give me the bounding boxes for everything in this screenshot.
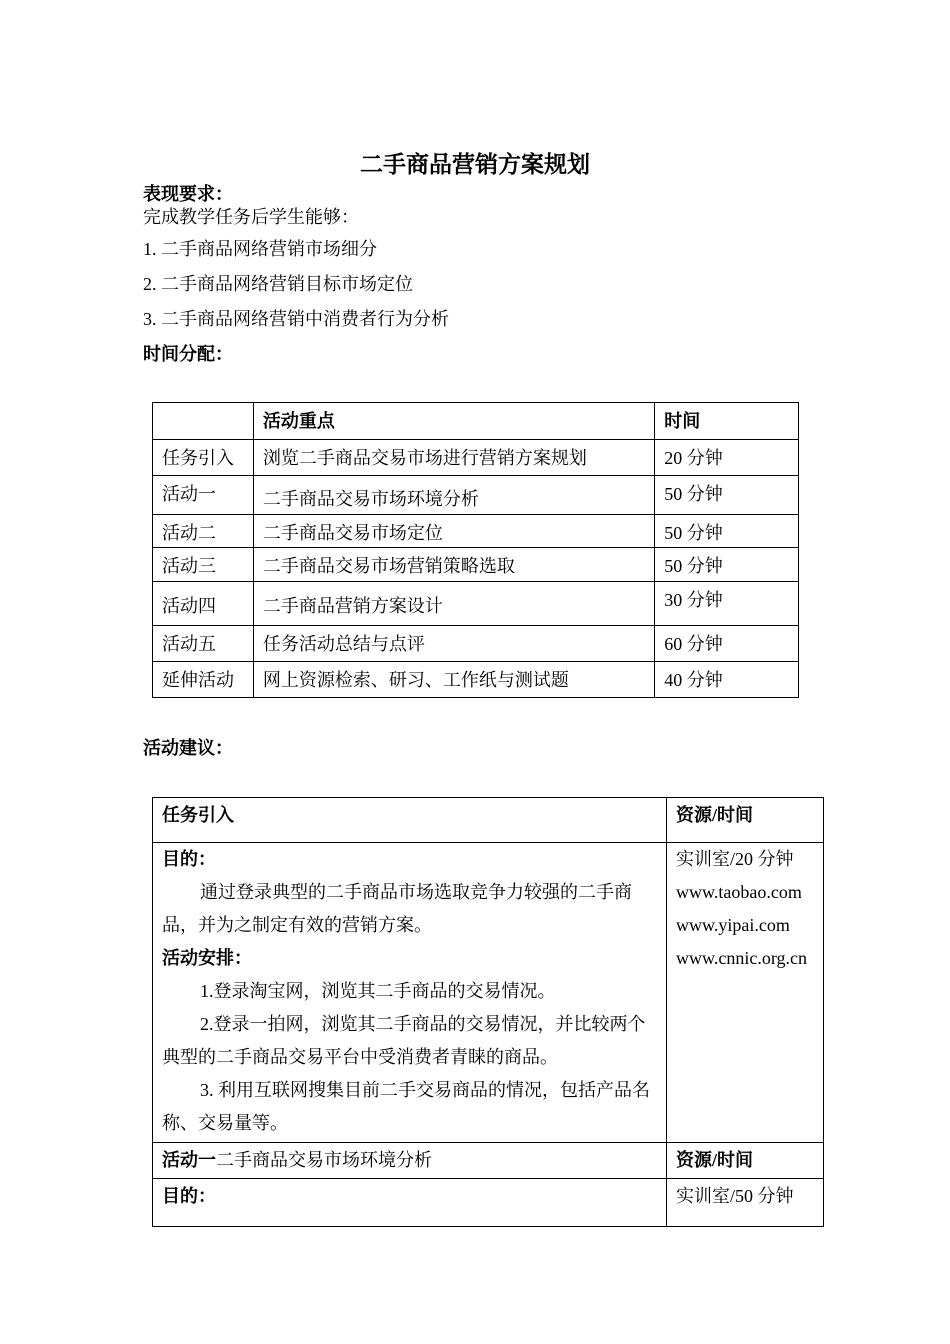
requirement-item: 2. 二手商品网络营销目标市场定位 bbox=[143, 274, 413, 294]
table-cell: 任务引入 bbox=[153, 440, 254, 476]
table-cell: 活动三 bbox=[153, 548, 254, 582]
table-row bbox=[153, 626, 799, 662]
table-cell: 活动四 bbox=[153, 582, 254, 626]
step-item: 2.登录一拍网，浏览其二手商品的交易情况，并比较两个典型的二手商品交易平台中受消费者青睐的商品。 bbox=[162, 1014, 646, 1067]
table-cell: 30 分钟 bbox=[655, 582, 799, 626]
table-header-cell: 活动重点 bbox=[253, 403, 654, 440]
table-cell: 二手商品营销方案设计 bbox=[253, 582, 654, 626]
table-cell: 活动一 bbox=[153, 476, 254, 515]
page-title: 二手商品营销方案规划 bbox=[360, 152, 590, 177]
requirements-intro: 完成教学任务后学生能够： bbox=[143, 207, 359, 227]
table-row bbox=[153, 515, 799, 548]
table-cell: 50 分钟 bbox=[655, 515, 799, 548]
table-cell: 活动二 bbox=[153, 515, 254, 548]
resource-link: www.taobao.com bbox=[676, 882, 802, 902]
table-row bbox=[153, 1179, 824, 1227]
table-row bbox=[153, 440, 799, 476]
table-cell: 60 分钟 bbox=[655, 626, 799, 662]
time-allocation-table bbox=[152, 402, 799, 698]
arrangement-label: 活动安排： bbox=[162, 948, 252, 968]
goal-label: 目的： bbox=[162, 849, 216, 869]
resource-list bbox=[667, 843, 824, 1143]
table-header-row bbox=[153, 403, 799, 440]
table-cell: 延伸活动 bbox=[153, 662, 254, 698]
step-item: 1.登录淘宝网，浏览其二手商品的交易情况。 bbox=[200, 981, 556, 1001]
resource-link: www.cnnic.org.cn bbox=[676, 948, 807, 968]
table-header-cell: 时间 bbox=[655, 403, 799, 440]
table-cell: 20 分钟 bbox=[655, 440, 799, 476]
goal-label: 目的： bbox=[153, 1179, 667, 1227]
table-row bbox=[153, 798, 824, 843]
table-row bbox=[153, 548, 799, 582]
table-header-cell bbox=[153, 403, 254, 440]
table-cell: 二手商品交易市场定位 bbox=[253, 515, 654, 548]
table-cell: 任务活动总结与点评 bbox=[253, 626, 654, 662]
requirement-item: 3. 二手商品网络营销中消费者行为分析 bbox=[143, 309, 449, 329]
table-cell: 网上资源检索、研习、工作纸与测试题 bbox=[253, 662, 654, 698]
requirements-heading: 表现要求： bbox=[143, 184, 233, 204]
time-allocation-heading: 时间分配： bbox=[143, 344, 233, 364]
table-cell: 活动五 bbox=[153, 626, 254, 662]
step-item: 3. 利用互联网搜集目前二手交易商品的情况，包括产品名称、交易量等。 bbox=[162, 1080, 650, 1133]
resource-time-header: 资源/时间 bbox=[667, 798, 824, 843]
requirement-item: 1. 二手商品网络营销市场细分 bbox=[143, 239, 377, 259]
table-row bbox=[153, 843, 824, 1143]
resource-item: 实训室/50 分钟 bbox=[667, 1179, 824, 1227]
table-cell: 50 分钟 bbox=[655, 548, 799, 582]
task-intro-label: 任务引入 bbox=[153, 798, 667, 843]
table-row bbox=[153, 582, 799, 626]
table-cell: 浏览二手商品交易市场进行营销方案规划 bbox=[253, 440, 654, 476]
table-cell: 二手商品交易市场环境分析 bbox=[253, 476, 654, 515]
activity1-label bbox=[153, 1143, 667, 1179]
activity1-label-bold: 活动一 bbox=[162, 1150, 216, 1170]
task-intro-content bbox=[153, 843, 667, 1143]
activity-suggestions-table bbox=[152, 797, 824, 1227]
resource-time-header: 资源/时间 bbox=[667, 1143, 824, 1179]
suggestions-heading: 活动建议： bbox=[143, 738, 233, 758]
table-row bbox=[153, 476, 799, 515]
table-row bbox=[153, 662, 799, 698]
table-cell: 40 分钟 bbox=[655, 662, 799, 698]
table-cell: 50 分钟 bbox=[655, 476, 799, 515]
resource-link: www.yipai.com bbox=[676, 915, 790, 935]
table-cell: 二手商品交易市场营销策略选取 bbox=[253, 548, 654, 582]
resource-item: 实训室/20 分钟 bbox=[676, 849, 794, 869]
goal-text: 通过登录典型的二手商品市场选取竞争力较强的二手商品，并为之制定有效的营销方案。 bbox=[162, 882, 632, 935]
activity1-label-text: 二手商品交易市场环境分析 bbox=[216, 1150, 432, 1170]
table-row bbox=[153, 1143, 824, 1179]
